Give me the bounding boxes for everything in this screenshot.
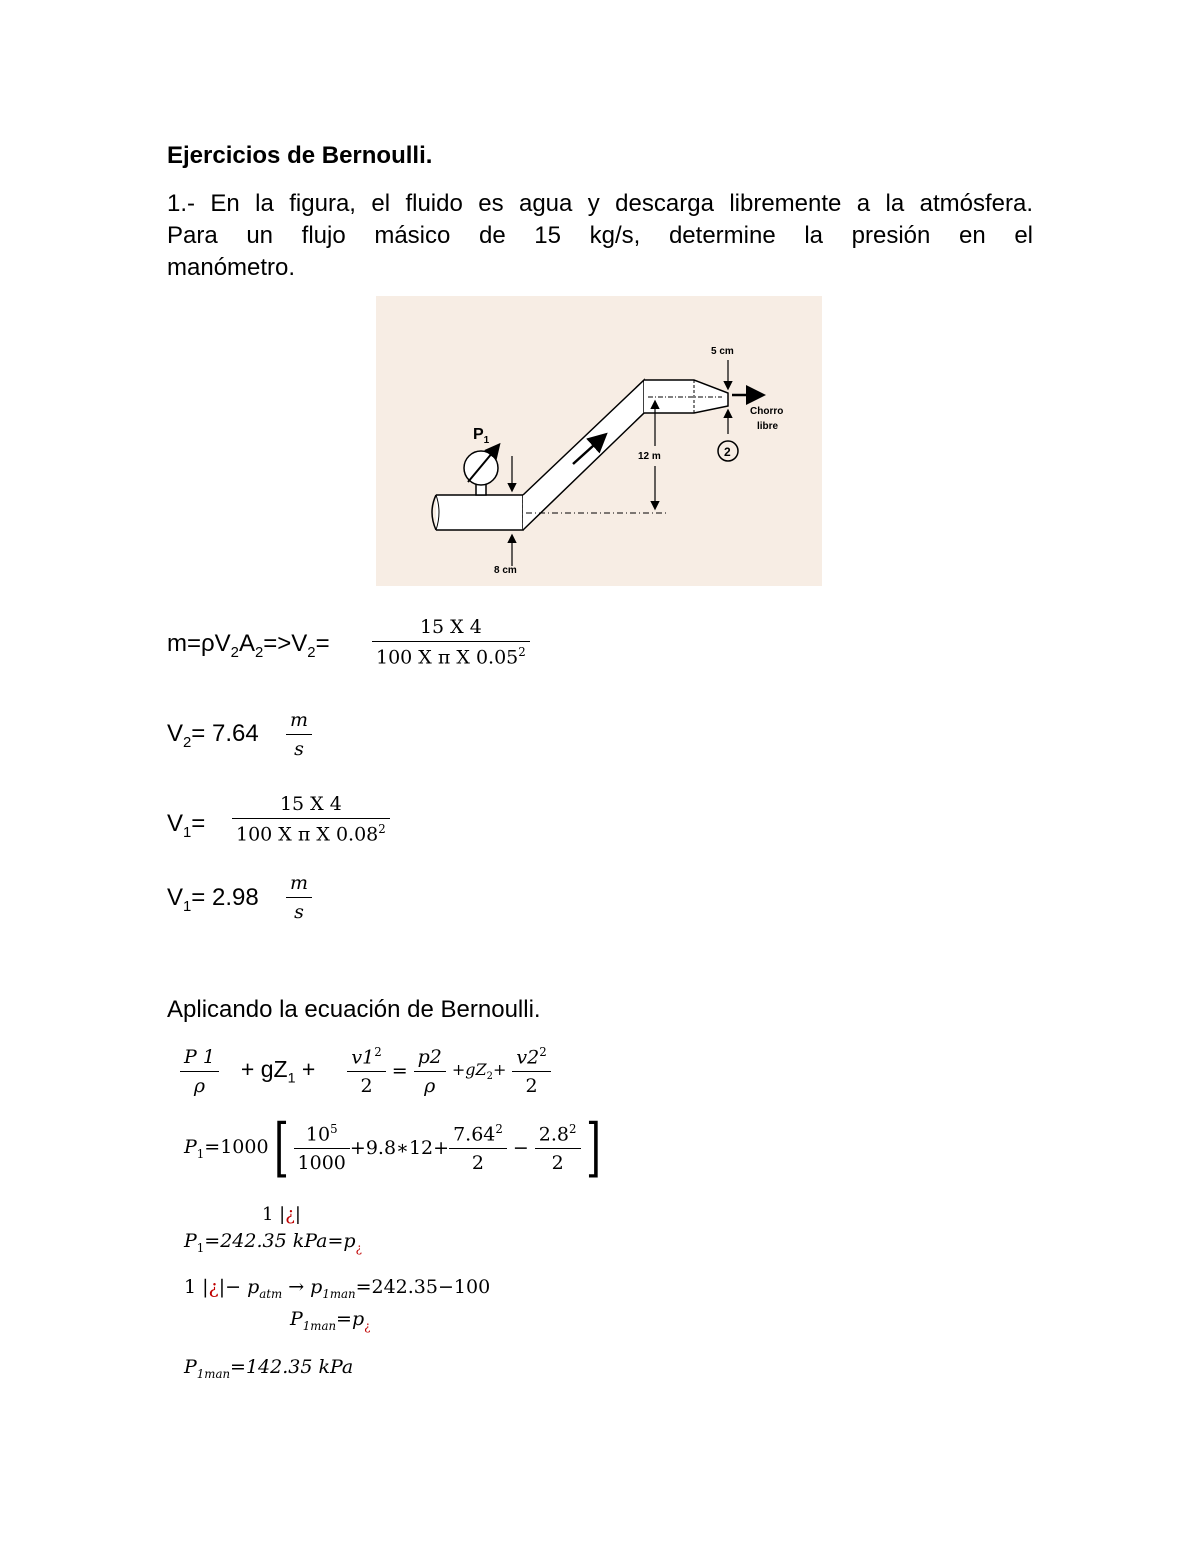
label-5cm: 5 cm bbox=[711, 346, 734, 357]
document-title: Ejercicios de Bernoulli. bbox=[167, 142, 433, 169]
result1-above: 1 |¿| bbox=[262, 1204, 301, 1225]
lower-pipe bbox=[436, 495, 523, 530]
label-8cm: 8 cm bbox=[494, 565, 517, 576]
bernoulli-heading: Aplicando la ecuación de Bernoulli. bbox=[167, 996, 541, 1023]
v2-result: $V_2= 7.64$ bbox=[167, 720, 259, 751]
label-libre: libre bbox=[757, 421, 779, 432]
problem-line: manómetro. bbox=[167, 254, 296, 281]
v2-unit: $\frac{m}{s}$ bbox=[286, 709, 312, 760]
bernoulli-equation: $\frac{P 1}{\rho}$ + $gZ_1$ + $\frac{v1^2}{2}$ = $\frac{p2}{\rho}$ $+gZ_2+$ $\frac{v2^2}{2}$ bbox=[180, 1045, 551, 1097]
fraction-v2: $\frac{15 X 4}{100 X \pi X 0.05^2}$ bbox=[372, 616, 530, 668]
v1-result: $V_1= 2.98$ bbox=[167, 884, 259, 915]
result3-p1man: $P_{1man}=p_¿$ bbox=[290, 1308, 371, 1333]
pipe-diagram bbox=[376, 296, 822, 586]
result2-gauge-pressure: 1 |¿|− $p_{atm} \to p_{1man}=242.35-100$ bbox=[184, 1276, 491, 1301]
label-p1: $P_1$ bbox=[473, 426, 490, 446]
result1-p1: $P_1=242.35$ $kPa=p_¿$ bbox=[184, 1230, 362, 1255]
label-chorro: Chorro bbox=[750, 406, 784, 417]
fraction-v1: $\frac{15 X 4}{100 X \pi X 0.08^2}$ bbox=[232, 793, 390, 845]
label-2: 2 bbox=[724, 445, 731, 459]
p1-calculation: $P_1=1000$ [ $\frac{10^5}{1000}$ +9.8∗12+ $\frac{7.64^2}{2}$ − $\frac{2.8^2}{2}$ ] bbox=[184, 1111, 601, 1185]
v1-unit: $\frac{m}{s}$ bbox=[286, 872, 312, 923]
problem-line: Para un flujo másico de 15 kg/s, determine la presión en el bbox=[167, 222, 1033, 249]
result4-final: $P_{1man}=142.35$ kPa bbox=[184, 1356, 354, 1381]
equation-mass-flow: $m=\rho V_2A_2=>V_2=$ bbox=[167, 630, 330, 661]
pipe-figure bbox=[376, 296, 822, 586]
problem-line: 1.- En la figura, el fluido es agua y descarga libremente a la atmósfera. bbox=[167, 190, 1033, 217]
equation-v1: $V_1=$ bbox=[167, 810, 206, 841]
label-12m: 12 m bbox=[638, 451, 661, 462]
problem-statement bbox=[167, 188, 1033, 284]
